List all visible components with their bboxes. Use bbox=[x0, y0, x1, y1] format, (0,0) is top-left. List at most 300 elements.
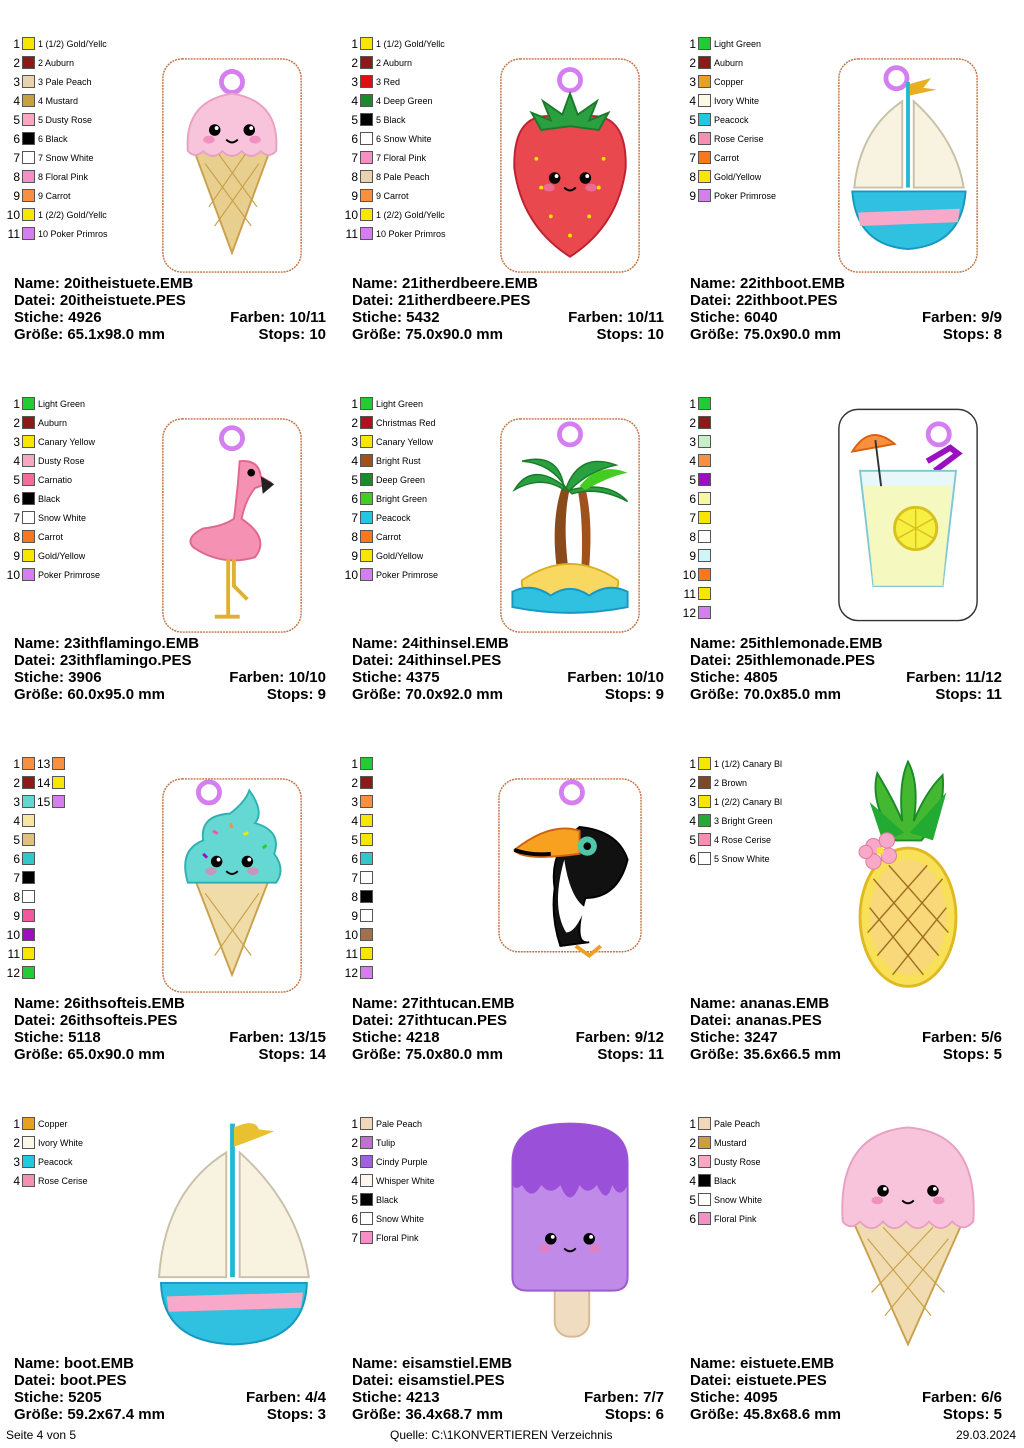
color-count: Farben: 4/4 bbox=[245, 1389, 326, 1406]
color-name: Dusty Rose bbox=[714, 1156, 761, 1167]
color-swatch bbox=[22, 814, 35, 827]
color-index: 6 bbox=[351, 491, 358, 506]
color-name: Dusty Rose bbox=[38, 455, 85, 466]
color-swatch bbox=[360, 454, 373, 467]
lemonade-icon bbox=[828, 394, 988, 634]
color-row bbox=[6, 887, 136, 906]
color-index: 9 bbox=[13, 908, 20, 923]
design-info bbox=[352, 635, 664, 703]
color-index: 8 bbox=[13, 169, 20, 184]
color-row bbox=[6, 868, 136, 887]
color-row bbox=[682, 129, 812, 148]
color-index: 8 bbox=[13, 889, 20, 904]
design-info bbox=[14, 995, 326, 1063]
color-index: 7 bbox=[689, 150, 696, 165]
color-row bbox=[6, 963, 136, 982]
color-list bbox=[6, 394, 136, 584]
color-swatch bbox=[698, 852, 711, 865]
color-index: 2 bbox=[689, 1135, 696, 1150]
color-name: Snow White bbox=[714, 1194, 763, 1205]
color-swatch bbox=[22, 890, 35, 903]
color-name: 10 Poker Primros bbox=[38, 228, 108, 239]
design-file: Datei: eisamstiel.PES bbox=[352, 1372, 505, 1389]
color-name: Snow White bbox=[38, 512, 87, 523]
color-row bbox=[344, 546, 474, 565]
color-index: 10 bbox=[6, 567, 20, 582]
color-swatch bbox=[698, 530, 711, 543]
color-row bbox=[6, 1114, 136, 1133]
color-swatch bbox=[698, 795, 711, 808]
color-swatch bbox=[360, 568, 373, 581]
design-file: Datei: 24ithinsel.PES bbox=[352, 652, 502, 669]
color-name: Copper bbox=[714, 76, 744, 87]
design-info bbox=[14, 275, 326, 343]
stitch-count: Stiche: 6040 bbox=[690, 309, 778, 326]
softserve-icon bbox=[152, 754, 312, 994]
color-index: 10 bbox=[682, 567, 696, 582]
color-swatch bbox=[22, 397, 35, 410]
color-name: 5 Black bbox=[376, 114, 406, 125]
color-row bbox=[6, 129, 136, 148]
stitch-count: Stiche: 5205 bbox=[14, 1389, 102, 1406]
color-row bbox=[682, 792, 812, 811]
stitch-count: Stiche: 5118 bbox=[14, 1029, 101, 1046]
color-name: 3 Bright Green bbox=[714, 815, 773, 826]
stitch-count: Stiche: 5432 bbox=[352, 309, 440, 326]
color-row bbox=[344, 1171, 474, 1190]
color-swatch bbox=[360, 37, 373, 50]
color-name: Carrot bbox=[714, 152, 740, 163]
design-card bbox=[14, 1104, 334, 1444]
color-index: 3 bbox=[689, 434, 696, 449]
color-row bbox=[682, 72, 812, 91]
color-swatch bbox=[22, 833, 35, 846]
color-name: 6 Black bbox=[38, 133, 68, 144]
color-index: 5 bbox=[689, 112, 696, 127]
color-count: Farben: 13/15 bbox=[229, 1029, 326, 1046]
color-row bbox=[682, 167, 812, 186]
color-name: Carnatio bbox=[38, 474, 73, 485]
color-row bbox=[6, 1171, 136, 1190]
design-info bbox=[352, 1355, 664, 1423]
color-swatch bbox=[698, 549, 711, 562]
design-info bbox=[14, 1355, 326, 1423]
palm-island-icon bbox=[490, 394, 650, 634]
popsicle-icon bbox=[490, 1114, 650, 1354]
color-index: 11 bbox=[683, 586, 696, 601]
color-swatch bbox=[360, 75, 373, 88]
design-size: Größe: 65.1x98.0 mm bbox=[14, 326, 165, 343]
icecream-icon bbox=[152, 34, 312, 274]
design-card bbox=[6, 384, 334, 724]
color-name: Gold/Yellow bbox=[38, 550, 86, 561]
color-swatch bbox=[360, 492, 373, 505]
color-row bbox=[682, 584, 812, 603]
color-name: 1 (2/2) Gold/Yellc bbox=[38, 209, 107, 220]
color-index: 10 bbox=[344, 927, 358, 942]
color-name: Poker Primrose bbox=[376, 569, 439, 580]
color-swatch bbox=[698, 606, 711, 619]
color-index: 9 bbox=[13, 188, 20, 203]
color-index: 1 bbox=[689, 36, 696, 51]
color-swatch bbox=[698, 56, 711, 69]
color-index: 6 bbox=[689, 491, 696, 506]
stop-count: Stops: 8 bbox=[942, 326, 1002, 343]
color-row bbox=[344, 72, 474, 91]
color-index: 6 bbox=[13, 851, 20, 866]
color-row bbox=[682, 754, 812, 773]
color-row bbox=[344, 944, 474, 963]
color-name: 1 (2/2) Gold/Yellc bbox=[376, 209, 445, 220]
color-swatch bbox=[698, 833, 711, 846]
color-index: 5 bbox=[689, 472, 696, 487]
color-index: 11 bbox=[345, 946, 358, 961]
color-name: Gold/Yellow bbox=[714, 171, 762, 182]
stitch-count: Stiche: 4926 bbox=[14, 309, 102, 326]
color-swatch bbox=[698, 814, 711, 827]
color-name: 3 Red bbox=[376, 76, 401, 87]
color-index: 5 bbox=[351, 112, 358, 127]
color-index: 3 bbox=[13, 434, 20, 449]
color-index: 9 bbox=[689, 188, 696, 203]
color-count: Farben: 7/7 bbox=[583, 1389, 664, 1406]
color-row bbox=[344, 53, 474, 72]
print-date: 29.03.2024 bbox=[956, 1428, 1017, 1442]
color-count: Farben: 10/10 bbox=[229, 669, 326, 686]
color-swatch bbox=[698, 492, 711, 505]
color-swatch bbox=[22, 75, 35, 88]
color-swatch bbox=[360, 1212, 373, 1225]
color-row bbox=[682, 830, 812, 849]
color-row bbox=[6, 527, 136, 546]
color-row bbox=[682, 1171, 812, 1190]
stitch-count: Stiche: 4213 bbox=[352, 1389, 440, 1406]
color-count: Farben: 10/11 bbox=[568, 309, 664, 326]
color-name: Rose Cerise bbox=[714, 133, 764, 144]
design-card bbox=[344, 744, 672, 1084]
color-index: 3 bbox=[351, 794, 358, 809]
color-swatch bbox=[360, 966, 373, 979]
color-index: 11 bbox=[7, 226, 20, 241]
color-name: Carrot bbox=[38, 531, 64, 542]
color-swatch bbox=[360, 208, 373, 221]
stop-count: Stops: 10 bbox=[596, 326, 664, 343]
color-row bbox=[344, 868, 474, 887]
color-swatch bbox=[22, 966, 35, 979]
color-index: 9 bbox=[351, 908, 358, 923]
sailboat-icon bbox=[828, 34, 988, 274]
color-swatch bbox=[22, 94, 35, 107]
color-row bbox=[682, 34, 812, 53]
color-index: 1 bbox=[689, 396, 696, 411]
color-index: 4 bbox=[689, 453, 696, 468]
color-row bbox=[344, 186, 474, 205]
color-index: 4 bbox=[351, 1173, 358, 1188]
color-count: Farben: 6/6 bbox=[921, 1389, 1002, 1406]
design-size: Größe: 75.0x90.0 mm bbox=[352, 326, 503, 343]
color-swatch bbox=[360, 435, 373, 448]
design-file: Datei: 21itherdbeere.PES bbox=[352, 292, 531, 309]
color-row bbox=[6, 508, 136, 527]
color-swatch bbox=[22, 549, 35, 562]
color-index: 10 bbox=[344, 567, 358, 582]
color-row bbox=[344, 129, 474, 148]
color-swatch bbox=[22, 928, 35, 941]
color-count: Farben: 11/12 bbox=[906, 669, 1002, 686]
color-name: Poker Primrose bbox=[714, 190, 777, 201]
color-index: 5 bbox=[351, 832, 358, 847]
design-size: Größe: 60.0x95.0 mm bbox=[14, 686, 165, 703]
color-index: 5 bbox=[13, 472, 20, 487]
color-index: 7 bbox=[13, 150, 20, 165]
color-name: Whisper White bbox=[376, 1175, 435, 1186]
color-index: 2 bbox=[351, 415, 358, 430]
color-index: 8 bbox=[689, 169, 696, 184]
color-swatch bbox=[360, 132, 373, 145]
color-swatch bbox=[22, 947, 35, 960]
color-index: 5 bbox=[13, 832, 20, 847]
color-name: Canary Yellow bbox=[376, 436, 434, 447]
color-row bbox=[6, 432, 136, 451]
design-name: Name: 25ithlemonade.EMB bbox=[690, 635, 883, 652]
color-index: 1 bbox=[351, 1116, 358, 1131]
design-name: Name: 21itherdbeere.EMB bbox=[352, 275, 538, 292]
color-name: 3 Pale Peach bbox=[38, 76, 92, 87]
color-list bbox=[344, 754, 474, 982]
color-row bbox=[344, 963, 474, 982]
color-index: 4 bbox=[13, 93, 20, 108]
color-index: 2 bbox=[689, 775, 696, 790]
design-size: Größe: 36.4x68.7 mm bbox=[352, 1406, 503, 1423]
color-index: 3 bbox=[351, 434, 358, 449]
color-name: Mustard bbox=[714, 1137, 747, 1148]
color-name: Christmas Red bbox=[376, 417, 436, 428]
color-name: 9 Carrot bbox=[38, 190, 71, 201]
color-swatch bbox=[698, 416, 711, 429]
color-index: 12 bbox=[6, 965, 20, 980]
stop-count: Stops: 11 bbox=[597, 1046, 664, 1063]
color-name: 9 Carrot bbox=[376, 190, 409, 201]
color-index: 3 bbox=[13, 74, 20, 89]
color-row bbox=[344, 1228, 474, 1247]
design-info bbox=[690, 995, 1002, 1063]
color-swatch bbox=[698, 1193, 711, 1206]
color-index: 2 bbox=[13, 55, 20, 70]
design-name: Name: 22ithboot.EMB bbox=[690, 275, 846, 292]
color-row bbox=[6, 110, 136, 129]
color-row bbox=[682, 394, 812, 413]
color-row bbox=[344, 489, 474, 508]
color-row bbox=[344, 527, 474, 546]
color-swatch bbox=[698, 151, 711, 164]
color-swatch bbox=[698, 454, 711, 467]
color-count: Farben: 10/11 bbox=[230, 309, 326, 326]
color-row bbox=[682, 849, 812, 868]
design-size: Größe: 65.0x90.0 mm bbox=[14, 1046, 165, 1063]
color-name: Copper bbox=[38, 1118, 68, 1129]
design-info bbox=[690, 275, 1002, 343]
color-swatch bbox=[698, 511, 711, 524]
color-row bbox=[682, 186, 812, 205]
color-index: 1 bbox=[13, 36, 20, 51]
color-name: Pale Peach bbox=[714, 1118, 761, 1129]
color-name: 4 Deep Green bbox=[376, 95, 433, 106]
color-index: 2 bbox=[351, 55, 358, 70]
color-swatch bbox=[22, 1155, 35, 1168]
page-number: Seite 4 von 5 bbox=[6, 1428, 77, 1442]
color-row bbox=[682, 565, 812, 584]
color-index: 5 bbox=[689, 832, 696, 847]
color-swatch bbox=[22, 189, 35, 202]
color-row bbox=[6, 148, 136, 167]
color-index: 2 bbox=[13, 415, 20, 430]
color-index: 11 bbox=[345, 226, 358, 241]
color-row bbox=[6, 34, 136, 53]
color-row bbox=[6, 413, 136, 432]
color-index: 13 bbox=[37, 756, 51, 771]
color-swatch bbox=[698, 757, 711, 770]
color-swatch bbox=[22, 132, 35, 145]
color-index: 2 bbox=[351, 1135, 358, 1150]
color-swatch bbox=[698, 1155, 711, 1168]
stitch-count: Stiche: 4805 bbox=[690, 669, 778, 686]
color-count: Farben: 9/9 bbox=[921, 309, 1002, 326]
color-swatch bbox=[22, 909, 35, 922]
color-index: 8 bbox=[351, 169, 358, 184]
color-name: Light Green bbox=[376, 398, 424, 409]
color-swatch bbox=[360, 549, 373, 562]
color-index: 5 bbox=[689, 1192, 696, 1207]
color-index: 7 bbox=[13, 870, 20, 885]
color-swatch bbox=[698, 568, 711, 581]
color-row bbox=[344, 925, 474, 944]
design-card bbox=[690, 1104, 1010, 1444]
design-size: Größe: 75.0x80.0 mm bbox=[352, 1046, 503, 1063]
color-swatch bbox=[698, 189, 711, 202]
color-count: Farben: 5/6 bbox=[921, 1029, 1002, 1046]
design-name: Name: ananas.EMB bbox=[690, 995, 830, 1012]
color-swatch bbox=[22, 757, 35, 770]
color-index: 5 bbox=[351, 1192, 358, 1207]
color-name: 8 Pale Peach bbox=[376, 171, 430, 182]
color-row bbox=[682, 1133, 812, 1152]
color-swatch bbox=[360, 890, 373, 903]
color-index: 10 bbox=[6, 207, 20, 222]
color-name: 10 Poker Primros bbox=[376, 228, 446, 239]
color-swatch bbox=[360, 56, 373, 69]
color-list bbox=[6, 34, 136, 243]
design-name: Name: eisamstiel.EMB bbox=[352, 1355, 513, 1372]
color-index: 7 bbox=[351, 510, 358, 525]
color-list bbox=[6, 1114, 136, 1190]
color-swatch bbox=[698, 75, 711, 88]
color-row bbox=[682, 110, 812, 129]
color-row bbox=[6, 565, 136, 584]
color-name: Auburn bbox=[714, 57, 744, 68]
color-name: 7 Floral Pink bbox=[376, 152, 427, 163]
color-index: 6 bbox=[351, 1211, 358, 1226]
color-swatch bbox=[360, 151, 373, 164]
color-swatch bbox=[360, 871, 373, 884]
design-card bbox=[344, 384, 672, 724]
color-swatch bbox=[52, 795, 65, 808]
sailboat-large-icon bbox=[152, 1114, 312, 1354]
color-swatch bbox=[22, 1136, 35, 1149]
color-row bbox=[6, 830, 136, 849]
color-row bbox=[344, 224, 474, 243]
color-swatch bbox=[360, 94, 373, 107]
stitch-count: Stiche: 4375 bbox=[352, 669, 440, 686]
color-swatch bbox=[698, 37, 711, 50]
color-name: Peacock bbox=[38, 1156, 73, 1167]
color-index: 2 bbox=[351, 775, 358, 790]
color-swatch bbox=[22, 37, 35, 50]
color-name: Floral Pink bbox=[714, 1213, 757, 1224]
color-name: Peacock bbox=[714, 114, 749, 125]
color-swatch bbox=[360, 833, 373, 846]
color-row bbox=[6, 451, 136, 470]
color-index: 2 bbox=[689, 415, 696, 430]
color-swatch bbox=[360, 397, 373, 410]
color-count: Farben: 10/10 bbox=[567, 669, 664, 686]
color-index: 1 bbox=[351, 36, 358, 51]
color-index: 4 bbox=[689, 813, 696, 828]
color-index: 3 bbox=[13, 1154, 20, 1169]
color-name: 2 Brown bbox=[714, 777, 748, 788]
color-index: 4 bbox=[13, 813, 20, 828]
color-row bbox=[344, 148, 474, 167]
color-row bbox=[682, 470, 812, 489]
stitch-count: Stiche: 3247 bbox=[690, 1029, 778, 1046]
color-name: Ivory White bbox=[38, 1137, 84, 1148]
color-index: 2 bbox=[689, 55, 696, 70]
color-row bbox=[682, 1152, 812, 1171]
color-swatch bbox=[360, 928, 373, 941]
color-swatch bbox=[698, 170, 711, 183]
color-row bbox=[6, 72, 136, 91]
design-card bbox=[682, 384, 1010, 724]
color-swatch bbox=[360, 947, 373, 960]
color-row bbox=[6, 470, 136, 489]
color-index: 6 bbox=[351, 851, 358, 866]
color-row bbox=[682, 811, 812, 830]
color-swatch bbox=[698, 1136, 711, 1149]
color-index: 6 bbox=[13, 131, 20, 146]
color-row bbox=[6, 792, 136, 811]
color-index: 4 bbox=[351, 453, 358, 468]
color-swatch bbox=[22, 776, 35, 789]
design-file: Datei: 20itheistuete.PES bbox=[14, 292, 186, 309]
design-name: Name: 20itheistuete.EMB bbox=[14, 275, 194, 292]
color-row bbox=[6, 167, 136, 186]
color-row bbox=[344, 91, 474, 110]
design-file: Datei: 23ithflamingo.PES bbox=[14, 652, 192, 669]
design-size: Größe: 70.0x92.0 mm bbox=[352, 686, 503, 703]
color-name: Snow White bbox=[376, 1213, 425, 1224]
color-index: 3 bbox=[351, 1154, 358, 1169]
color-swatch bbox=[22, 852, 35, 865]
color-row bbox=[6, 944, 136, 963]
color-name: Black bbox=[38, 493, 61, 504]
color-name: 7 Snow White bbox=[38, 152, 94, 163]
color-index: 6 bbox=[351, 131, 358, 146]
color-swatch bbox=[698, 1212, 711, 1225]
color-row bbox=[682, 1114, 812, 1133]
design-size: Größe: 75.0x90.0 mm bbox=[690, 326, 841, 343]
stop-count: Stops: 11 bbox=[935, 686, 1002, 703]
color-index: 6 bbox=[689, 1211, 696, 1226]
color-swatch bbox=[360, 814, 373, 827]
